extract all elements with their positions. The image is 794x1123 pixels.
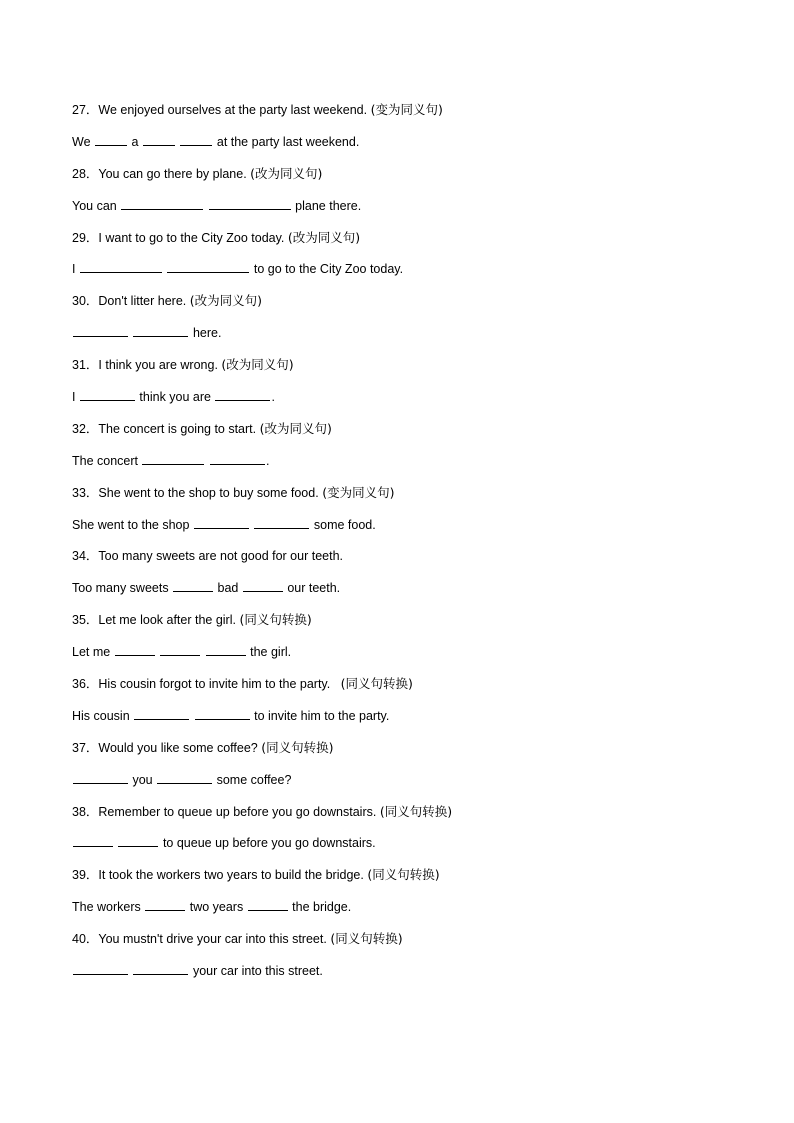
answer-blank[interactable]	[206, 642, 246, 656]
answer-blank[interactable]	[145, 897, 185, 911]
answer-text	[176, 135, 179, 149]
question-instruction: (变为同义句)	[322, 484, 395, 500]
question-prompt: I want to go to the City Zoo today.	[98, 230, 285, 245]
answer-blank[interactable]	[167, 259, 249, 273]
answer-text: think you are	[135, 390, 215, 405]
answer-blank[interactable]	[180, 132, 212, 146]
answer-blank[interactable]	[73, 833, 113, 847]
answer-text: .	[265, 453, 270, 468]
answer-28	[72, 196, 732, 228]
answer-text: plane there.	[291, 198, 362, 213]
answer-blank[interactable]	[133, 961, 188, 975]
answer-blank[interactable]	[194, 515, 249, 529]
answer-text: some food.	[310, 517, 376, 532]
question-number: 34．	[72, 549, 99, 564]
answer-36	[72, 706, 732, 738]
answer-text: She went to the shop	[72, 517, 193, 532]
answer-text: I	[72, 262, 79, 277]
question-number: 35．	[72, 613, 99, 628]
question-instruction: (改为同义句)	[189, 293, 262, 309]
answer-blank[interactable]	[210, 451, 265, 465]
answer-text: .	[271, 390, 275, 405]
question-number: 27．	[72, 103, 99, 117]
answer-text: We	[72, 134, 94, 149]
answer-blank[interactable]	[195, 706, 250, 720]
answer-text: The concert	[72, 453, 142, 468]
question-31	[72, 355, 732, 387]
answer-blank[interactable]	[142, 451, 204, 465]
question-prompt: Don't litter here.	[98, 294, 187, 309]
question-32	[72, 419, 732, 451]
answer-35	[72, 642, 732, 674]
question-28	[72, 164, 732, 196]
answer-blank[interactable]	[215, 387, 270, 401]
question-instruction: (改为同义句)	[221, 357, 294, 373]
answer-blank[interactable]	[134, 706, 189, 720]
answer-blank[interactable]	[209, 196, 291, 210]
answer-blank[interactable]	[121, 196, 203, 210]
question-35	[72, 610, 732, 642]
question-number: 36．	[72, 677, 99, 692]
question-33	[72, 483, 732, 515]
answer-33	[72, 515, 732, 547]
question-prompt: You mustn't drive your car into this street.	[98, 932, 327, 947]
answer-blank[interactable]	[254, 515, 309, 529]
question-number: 33．	[72, 485, 99, 500]
answer-text	[250, 518, 253, 532]
question-instruction: (同义句转换)	[379, 803, 453, 819]
question-instruction: (同义句转换)	[367, 867, 440, 883]
answer-blank[interactable]	[73, 770, 128, 784]
answer-32	[72, 451, 732, 483]
answer-text: our teeth.	[283, 581, 341, 596]
question-number: 38．	[72, 804, 99, 819]
answer-blank[interactable]	[118, 833, 158, 847]
question-instruction: (同义句转换)	[261, 739, 334, 755]
answer-37	[72, 770, 732, 802]
question-instruction: (改为同义句)	[259, 420, 332, 436]
answer-blank[interactable]	[80, 387, 135, 401]
answer-text	[156, 645, 159, 659]
answer-blank[interactable]	[243, 578, 283, 592]
question-prompt: We enjoyed ourselves at the party last weekend.	[98, 103, 368, 117]
answer-text: the bridge.	[288, 900, 352, 915]
question-instruction: (同义句转换)	[239, 612, 312, 628]
question-number: 28．	[72, 166, 99, 181]
question-number: 39．	[72, 868, 99, 883]
answer-text: The workers	[72, 900, 145, 915]
answer-text: your car into this street.	[189, 964, 323, 979]
answer-31	[72, 387, 732, 419]
question-prompt: It took the workers two years to build the bridge.	[98, 868, 364, 883]
answer-blank[interactable]	[133, 323, 188, 337]
answer-text: a	[128, 134, 142, 149]
question-instruction: (变为同义句)	[370, 102, 443, 117]
question-30	[72, 291, 732, 323]
question-prompt: Remember to queue up before you go downstairs.	[98, 804, 377, 819]
answer-38	[72, 833, 732, 865]
answer-29	[72, 259, 732, 291]
answer-text: His cousin	[72, 708, 134, 723]
question-prompt: The concert is going to start.	[98, 421, 257, 436]
question-number: 32．	[72, 421, 99, 436]
question-instruction: (同义句转换)	[340, 676, 413, 692]
question-number: 37．	[72, 740, 99, 755]
question-39	[72, 865, 732, 897]
answer-text: to invite him to the party.	[250, 708, 390, 723]
answer-text: to queue up before you go downstairs.	[159, 836, 376, 851]
answer-text: some coffee?	[213, 772, 292, 787]
answer-text	[205, 454, 208, 468]
question-instruction: (改为同义句)	[287, 229, 361, 245]
answer-text	[163, 262, 166, 276]
answer-text: You can	[72, 198, 121, 213]
question-number: 29．	[72, 230, 99, 245]
question-prompt: Would you like some coffee?	[98, 740, 258, 755]
answer-text: Too many sweets	[72, 581, 173, 596]
question-number: 40．	[72, 932, 99, 947]
answer-blank[interactable]	[173, 578, 213, 592]
answer-text: the girl.	[246, 645, 292, 660]
answer-text: to go to the City Zoo today.	[250, 262, 404, 277]
answer-text: you	[129, 772, 157, 787]
answer-text	[114, 836, 117, 850]
answer-blank[interactable]	[157, 770, 212, 784]
answer-blank[interactable]	[248, 897, 288, 911]
question-prompt: You can go there by plane.	[98, 166, 247, 181]
answer-blank[interactable]	[115, 642, 155, 656]
worksheet	[72, 100, 732, 993]
question-instruction: (改为同义句)	[250, 165, 323, 181]
question-27	[72, 100, 732, 132]
answer-blank[interactable]	[95, 132, 127, 146]
answer-text	[129, 326, 132, 340]
answer-34	[72, 578, 732, 610]
answer-text: two years	[186, 900, 247, 915]
question-34	[72, 546, 732, 578]
answer-27	[72, 132, 732, 164]
answer-blank[interactable]	[160, 642, 200, 656]
question-prompt: She went to the shop to buy some food.	[98, 485, 319, 500]
answer-text: here.	[189, 326, 222, 341]
answer-blank[interactable]	[73, 323, 128, 337]
question-number: 31．	[72, 358, 99, 373]
question-36	[72, 674, 732, 706]
answer-text	[204, 199, 207, 213]
answer-text: Let me	[72, 645, 114, 660]
answer-blank[interactable]	[143, 132, 175, 146]
question-number: 30．	[72, 294, 99, 309]
answer-blank[interactable]	[80, 259, 162, 273]
question-38	[72, 802, 732, 834]
answer-text: I	[72, 390, 79, 405]
question-prompt: His cousin forgot to invite him to the party.	[98, 677, 338, 692]
question-prompt: I think you are wrong.	[98, 358, 218, 373]
answer-blank[interactable]	[73, 961, 128, 975]
answer-text	[129, 964, 132, 978]
answer-text: bad	[214, 581, 242, 596]
answer-30	[72, 323, 732, 355]
question-prompt: Let me look after the girl.	[98, 613, 236, 628]
answer-text	[201, 645, 204, 659]
question-instruction: (同义句转换)	[330, 931, 403, 947]
answer-text	[190, 709, 193, 723]
answer-text: at the party last weekend.	[213, 134, 360, 149]
answer-39	[72, 897, 732, 929]
question-prompt: Too many sweets are not good for our teeth.	[98, 549, 343, 564]
question-37	[72, 738, 732, 770]
question-29	[72, 228, 732, 260]
answer-40	[72, 961, 732, 993]
question-40	[72, 929, 732, 961]
